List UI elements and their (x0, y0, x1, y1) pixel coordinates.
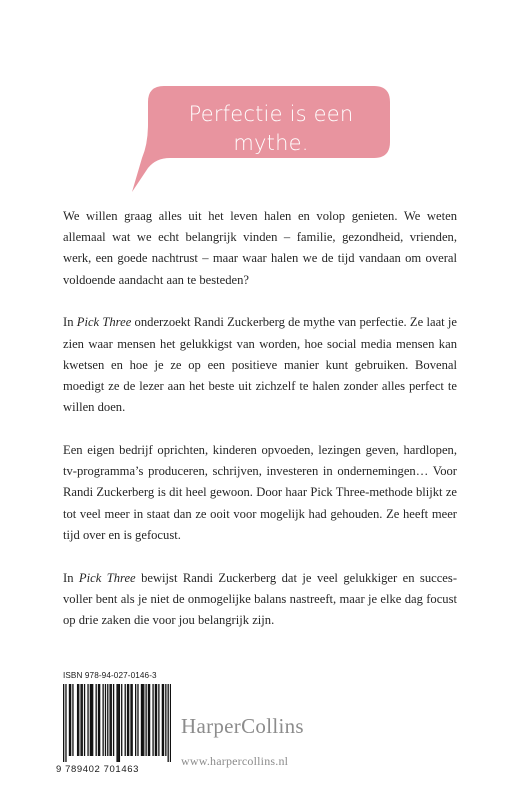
barcode-bar (92, 684, 93, 756)
barcode-bar (84, 684, 85, 756)
barcode-bar (87, 684, 88, 756)
blurb-paragraph-2 (63, 312, 457, 418)
barcode-bar (127, 684, 128, 756)
barcode-bar (111, 684, 112, 756)
p2-prefix: In (63, 315, 77, 330)
barcode-bar (145, 684, 146, 756)
book-title-italic: Pick Three (76, 315, 132, 330)
barcode-bar (165, 684, 166, 756)
barcode-bar (143, 684, 144, 756)
barcode-bar (142, 684, 143, 756)
barcode-bar (102, 684, 103, 756)
barcode-bar (107, 684, 108, 756)
barcode-bar (135, 684, 136, 756)
barcode-bar (70, 684, 71, 756)
barcode-icon (63, 684, 171, 762)
barcode-bar (90, 684, 91, 756)
bubble-text (152, 100, 390, 187)
blurb (63, 206, 457, 653)
publisher-logo: HarperCollins (181, 714, 304, 738)
barcode-bar (119, 684, 120, 762)
barcode-digits: 9 789402 701463 (56, 764, 139, 775)
barcode-bar (137, 684, 138, 756)
blurb-paragraph-4 (63, 568, 457, 632)
bubble-line-2: Kies voor focus (189, 160, 353, 184)
p4-rest: bewijst Randi Zuckerberg dat je veel gelukkiger en succesvoller bent als je niet de onmogelijke balans nastreeft, maar je elke dag focust op drie zaken die voor jou belangrijk zijn. (63, 570, 458, 628)
blurb-paragraph-1: We willen graag alles uit het leven halen en volop genieten. We weten allemaal wat we echt belangrijk vinden – familie, gezondheid, vrienden, werk, een goede nachtrust – maar waar halen we de tijd vandaan om overal voldoende aandacht aan te besteden? (63, 209, 457, 287)
barcode-bar (109, 684, 110, 756)
barcode-bar (152, 684, 153, 756)
barcode-bar (148, 684, 149, 756)
book-title-italic: Pick Three (78, 570, 136, 585)
barcode-bar (113, 684, 114, 756)
p2-rest: onderzoekt Randi Zuckerberg de mythe van perfectie. Ze laat je zien waar mensen het gelukkigst van worden, hoe social media mensen kan kwetsen en hoe je ze op een positieve manier kunt gebruiken. Bovenal moedigt ze de lezer aan het beste uit zichzelf te halen zonder alles perfect te willen doen. (63, 315, 457, 415)
barcode-bar (125, 684, 126, 756)
barcode-bar (141, 684, 142, 756)
speech-bubble (130, 84, 392, 194)
barcode-bar (130, 684, 131, 756)
barcode-bar (69, 684, 70, 756)
barcode-bar (116, 684, 117, 762)
barcode-bar (170, 684, 171, 762)
barcode-bar (158, 684, 159, 756)
barcode-bar (82, 684, 83, 756)
barcode-bar (77, 684, 78, 756)
barcode-bar (78, 684, 79, 756)
barcode-bar (149, 684, 150, 756)
barcode-bar (163, 684, 164, 756)
barcode-bar (118, 684, 119, 762)
barcode-bar (155, 684, 156, 756)
barcode-bar (63, 684, 64, 762)
barcode-bar (156, 684, 157, 756)
barcode-bar (168, 684, 169, 762)
p4-prefix: In (63, 570, 79, 585)
barcode-bar (99, 684, 100, 756)
barcode-bar (132, 684, 133, 756)
barcode-bar (96, 684, 97, 756)
barcode-bar (105, 684, 106, 756)
barcode-bar (91, 684, 92, 756)
barcode-bar (72, 684, 73, 756)
barcode-bar (162, 684, 163, 756)
bubble-line-1: Perfectie is een mythe. (188, 102, 354, 155)
barcode-bar (121, 684, 122, 756)
publisher-url: www.harpercollins.nl (181, 754, 289, 768)
isbn-label: ISBN 978-94-027-0146-3 (63, 671, 157, 680)
barcode-bar (65, 684, 66, 762)
barcode-bar (98, 684, 99, 756)
blurb-paragraph-3: Een eigen bedrijf oprichten, kinderen opvoeden, lezingen geven, hardlopen, tv-programma’s produceren, schrijven, investeren in ondernemingen… Voor Randi Zuckerberg is dit heel gewoon. Door haar Pick Three-methode blijkt ze tot veel meer in staat dan ze ooit voor mogelijk had gehouden. Ze heeft meer tijd over en is gefocust. (63, 443, 457, 542)
barcode-bar (80, 684, 81, 756)
barcode-bar (128, 684, 129, 756)
